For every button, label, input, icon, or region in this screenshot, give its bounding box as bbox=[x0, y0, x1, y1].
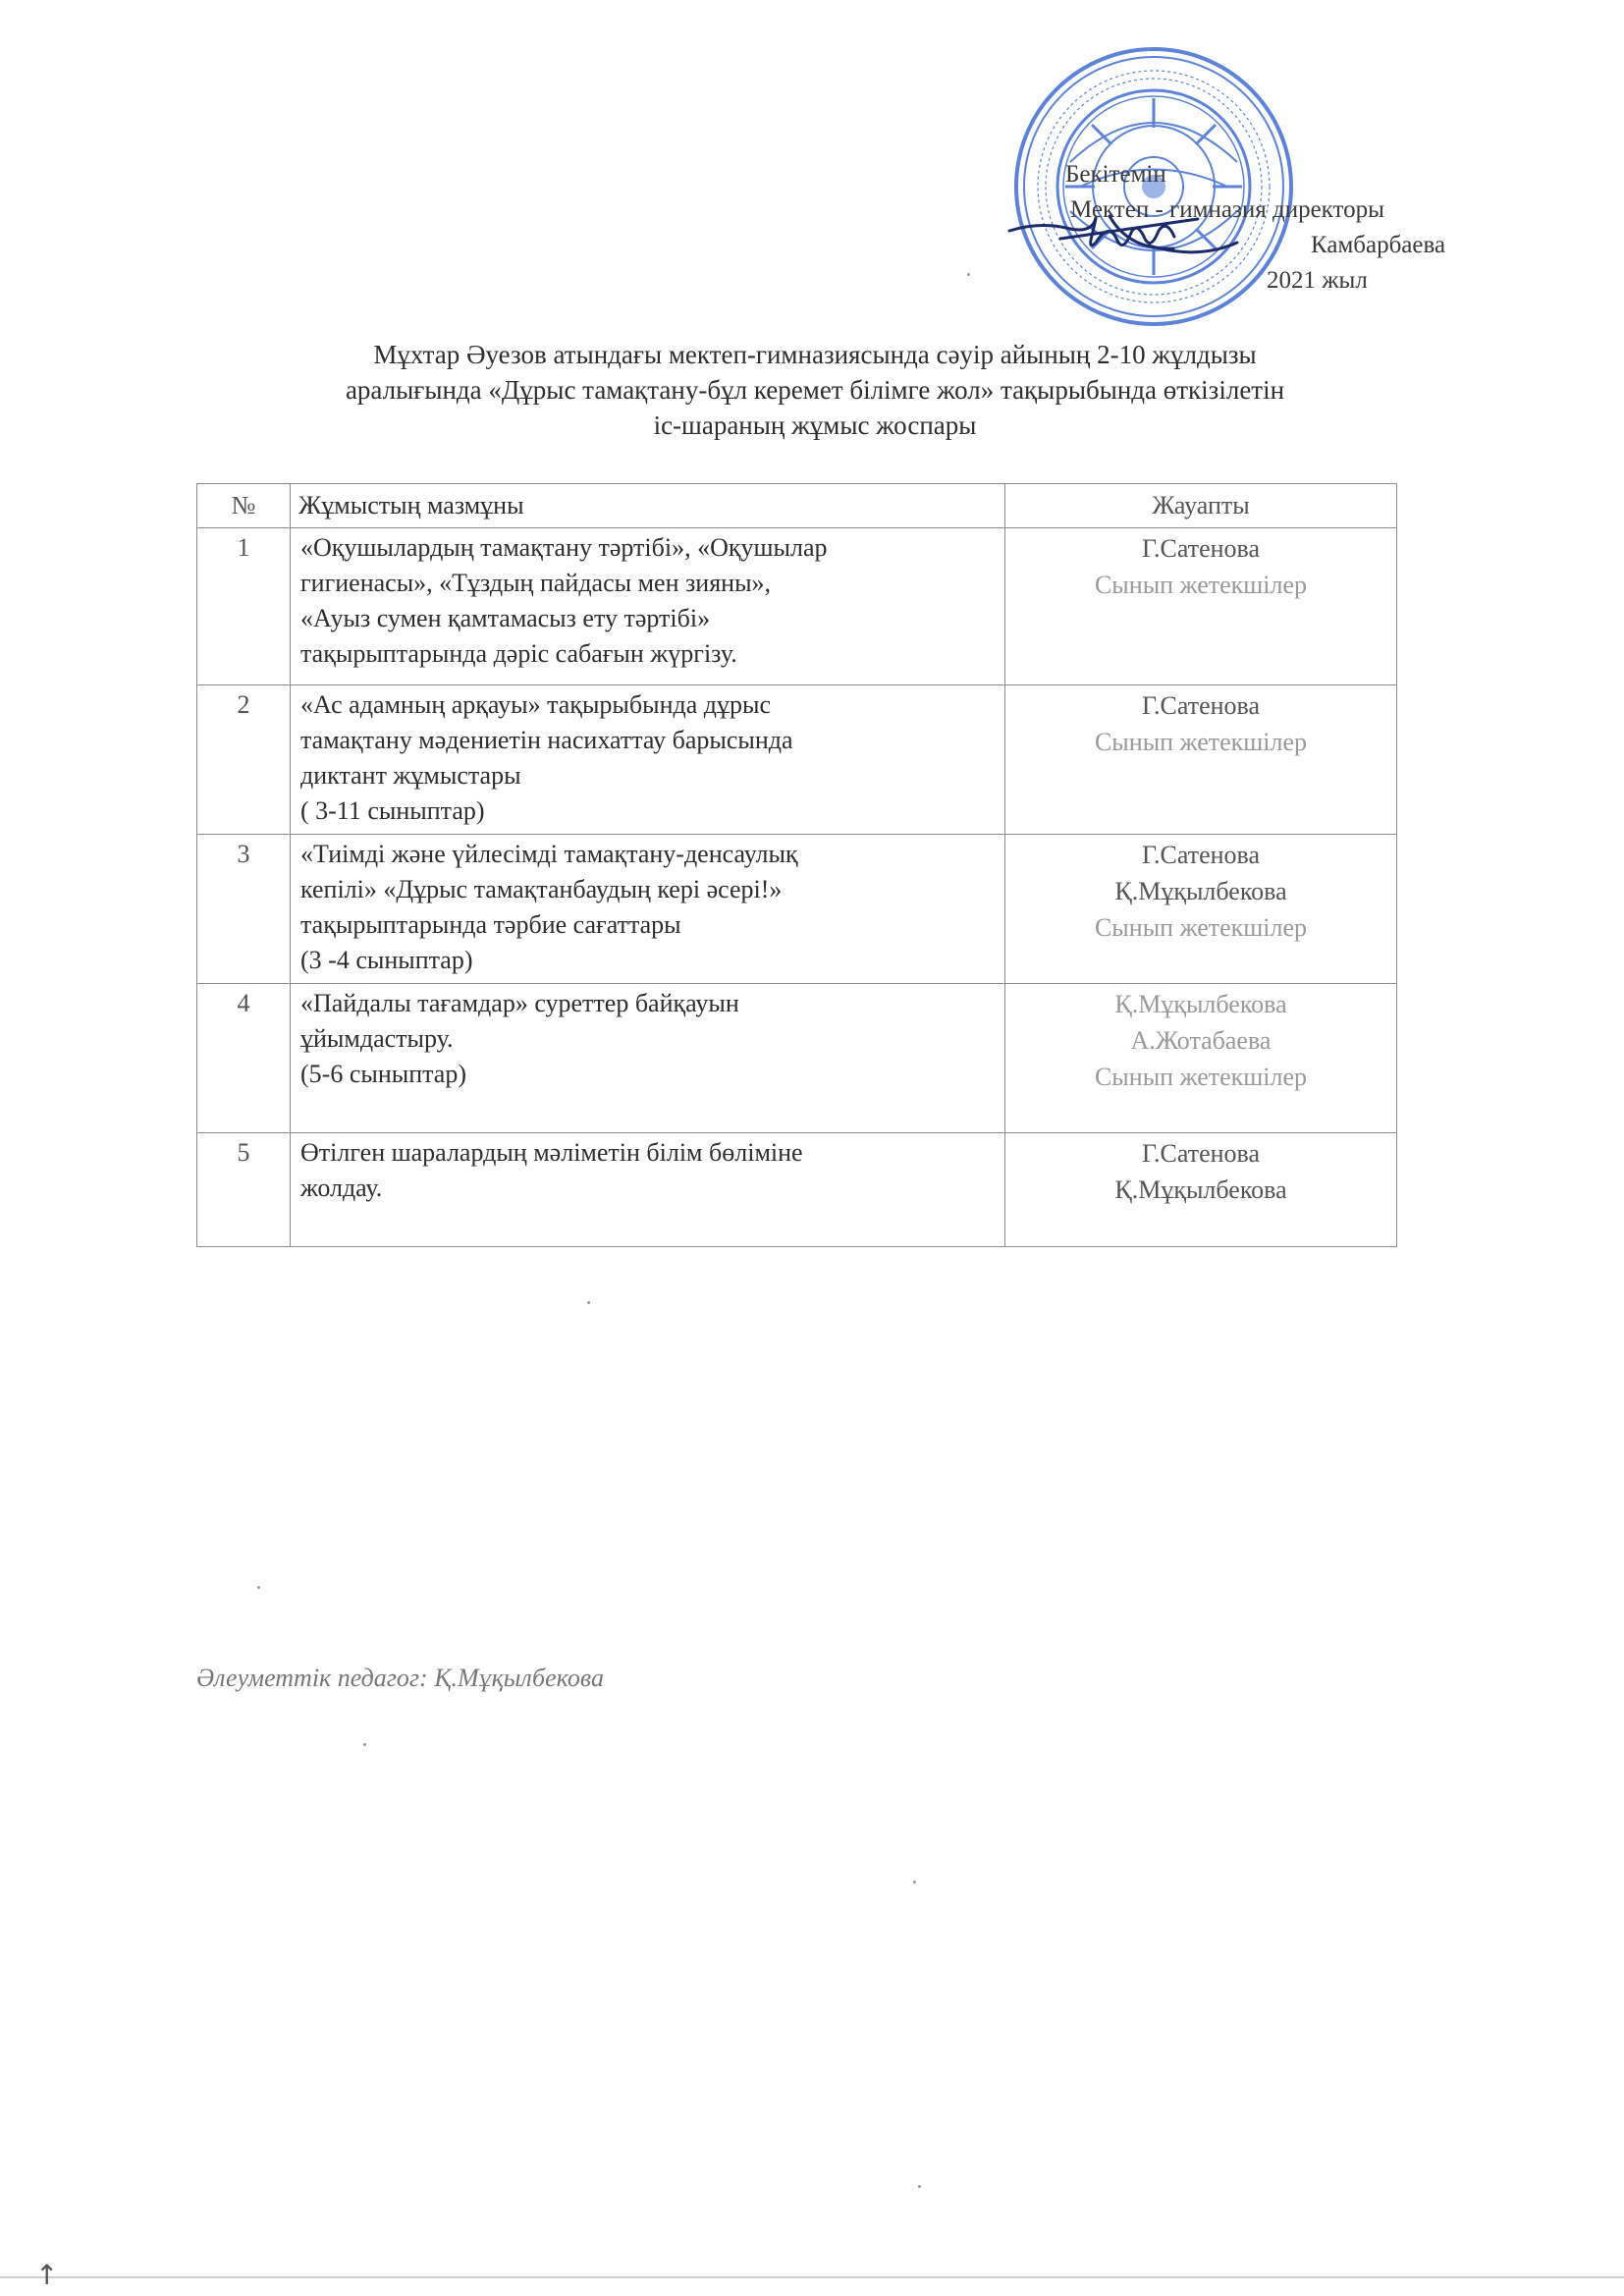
row-number: 4 bbox=[197, 984, 291, 1133]
scan-speck bbox=[257, 1586, 260, 1589]
content-line: (5-6 сыныптар) bbox=[300, 1060, 466, 1088]
row-responsible bbox=[1005, 984, 1397, 1133]
title-line: аралығында «Дұрыс тамақтану-бұл керемет білімге жол» тақырыбында өткізілетін bbox=[345, 375, 1285, 405]
scan-speck bbox=[913, 1881, 916, 1884]
signature-icon bbox=[1001, 191, 1257, 280]
responsible-person: Сынып жетекшілер bbox=[1094, 1063, 1308, 1091]
approval-position: Мектеп - гимназия директоры bbox=[1070, 196, 1384, 223]
row-number: 1 bbox=[197, 528, 291, 685]
content-line: диктант жұмыстары bbox=[300, 761, 521, 790]
approval-heading: Бекітемін bbox=[1065, 161, 1166, 188]
row-content bbox=[291, 1133, 1005, 1247]
header-number: № bbox=[197, 484, 291, 528]
responsible-person: Сынып жетекшілер bbox=[1094, 913, 1308, 942]
document-title bbox=[196, 337, 1434, 443]
content-line: «Пайдалы тағамдар» суреттер байқауын bbox=[300, 989, 739, 1017]
scan-edge-line bbox=[0, 2276, 1624, 2278]
row-content bbox=[291, 984, 1005, 1133]
table-row bbox=[197, 1133, 1397, 1247]
content-line: «Ауыз сумен қамтамасыз ету тәртібі» bbox=[300, 604, 711, 632]
content-line: ұйымдастыру. bbox=[300, 1024, 454, 1053]
row-number: 5 bbox=[197, 1133, 291, 1247]
responsible-person: Г.Сатенова bbox=[1141, 841, 1261, 869]
responsible-person: Қ.Мұқылбекова bbox=[1114, 990, 1287, 1018]
responsible-person: Сынып жетекшілер bbox=[1094, 728, 1308, 756]
scan-speck bbox=[587, 1301, 590, 1304]
footer-signatory: Әлеуметтік педагог: Қ.Мұқылбекова bbox=[196, 1664, 604, 1692]
responsible-person: Қ.Мұқылбекова bbox=[1114, 877, 1287, 905]
row-content bbox=[291, 528, 1005, 685]
content-line: Өтілген шаралардың мәліметін білім бөліміне bbox=[300, 1138, 803, 1167]
work-plan-table bbox=[196, 483, 1397, 1247]
table-row bbox=[197, 528, 1397, 685]
content-line: (3 -4 сыныптар) bbox=[300, 946, 473, 974]
responsible-person: Г.Сатенова bbox=[1141, 691, 1261, 720]
row-number: 3 bbox=[197, 835, 291, 984]
title-line: іс-шараның жұмыс жоспары bbox=[653, 410, 977, 440]
responsible-person: А.Жотабаева bbox=[1130, 1026, 1272, 1055]
header-responsible: Жауапты bbox=[1005, 484, 1397, 528]
table-row bbox=[197, 685, 1397, 835]
header-content: Жұмыстың мазмұны bbox=[291, 484, 1005, 528]
content-line: «Тиімді және үйлесімді тамақтану-денсаулық bbox=[300, 840, 798, 868]
table-row bbox=[197, 835, 1397, 984]
content-line: жолдау. bbox=[300, 1174, 383, 1202]
responsible-person: Қ.Мұқылбекова bbox=[1114, 1175, 1287, 1204]
responsible-person: Г.Сатенова bbox=[1141, 534, 1261, 563]
row-responsible bbox=[1005, 1133, 1397, 1247]
scan-corner-mark-icon: ↑ bbox=[35, 2259, 59, 2291]
table-row bbox=[197, 984, 1397, 1133]
content-line: тақырыптарында дәріс сабағын жүргізу. bbox=[300, 639, 737, 668]
approval-year: 2021 жыл bbox=[1267, 267, 1368, 294]
row-content bbox=[291, 835, 1005, 984]
title-line: Мұхтар Әуезов атындағы мектеп-гимназиясында сәуір айының 2-10 жұлдызы bbox=[373, 340, 1257, 369]
content-line: кепілі» «Дұрыс тамақтанбаудың кері әсері!» bbox=[300, 875, 783, 903]
content-line: «Оқушылардың тамақтану тәртібі», «Оқушылар bbox=[300, 533, 828, 562]
scan-speck bbox=[967, 273, 970, 276]
row-responsible bbox=[1005, 835, 1397, 984]
approval-director-name: Камбарбаева bbox=[1311, 232, 1446, 258]
row-content bbox=[291, 685, 1005, 835]
scan-speck bbox=[363, 1743, 366, 1746]
responsible-person: Г.Сатенова bbox=[1141, 1139, 1261, 1168]
scan-speck bbox=[918, 2185, 921, 2188]
row-responsible bbox=[1005, 528, 1397, 685]
content-line: тамақтану мәдениетін насихаттау барысында bbox=[300, 726, 793, 754]
table-header-row bbox=[197, 484, 1397, 528]
responsible-person: Сынып жетекшілер bbox=[1094, 571, 1308, 599]
row-responsible bbox=[1005, 685, 1397, 835]
content-line: гигиенасы», «Тұздың пайдасы мен зияны», bbox=[300, 569, 772, 597]
row-number: 2 bbox=[197, 685, 291, 835]
content-line: тақырыптарында тәрбие сағаттары bbox=[300, 910, 681, 939]
content-line: ( 3-11 сыныптар) bbox=[300, 796, 485, 825]
content-line: «Ас адамның арқауы» тақырыбында дұрыс bbox=[300, 690, 771, 719]
